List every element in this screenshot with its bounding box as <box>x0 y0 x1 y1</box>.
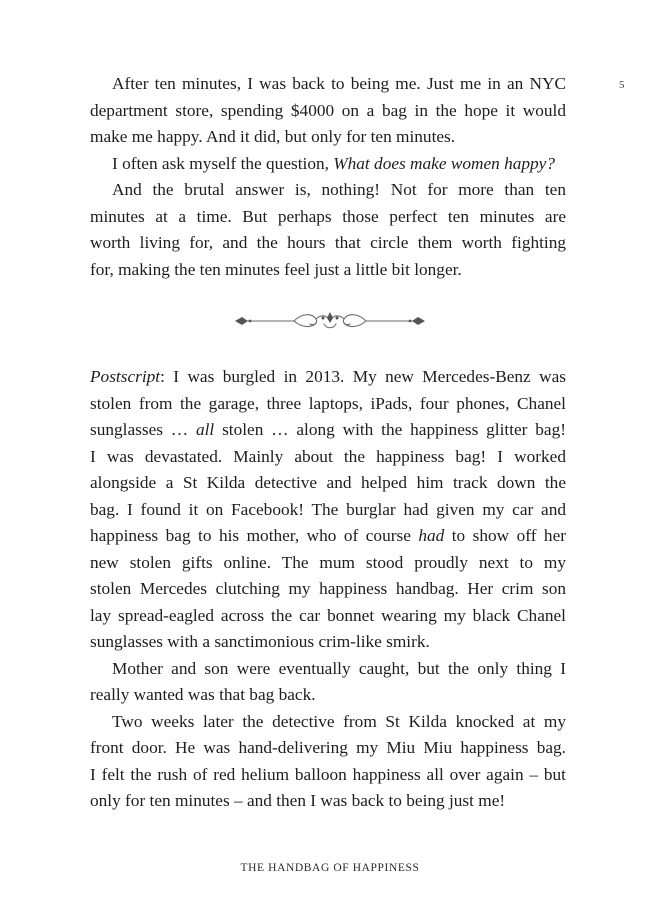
text-line: front door. He was hand-delivering my Miu Miu happiness bag. <box>90 738 566 757</box>
section-postscript <box>90 364 566 815</box>
text-fragment: : I was burgled in 2013. My new Mercedes-Benz was <box>160 367 566 386</box>
text-line: minutes at a time. But perhaps those perfect ten minutes are <box>90 206 566 226</box>
paragraph-question <box>90 151 566 178</box>
text-line: After ten minutes, I was back to being me. Just me in an NYC <box>112 74 566 93</box>
text-line <box>90 523 566 550</box>
text-line: worth living for, and the hours that circle them worth fighting <box>90 233 566 252</box>
paragraph-back-to-being-me <box>90 71 566 151</box>
emphasis-had: had <box>418 526 445 545</box>
question-lead: I often ask myself the question, <box>112 153 334 173</box>
text-line <box>90 364 566 391</box>
paragraph-two-weeks-later <box>90 709 566 815</box>
question-italic: What does make women happy? <box>333 153 555 173</box>
text-line: for, making the ten minutes feel just a little bit longer. <box>90 259 462 279</box>
text-fragment: happiness bag to his mother, who of course <box>90 526 419 545</box>
paragraph-postscript <box>90 364 566 656</box>
paragraph-mother-and-son <box>90 656 566 709</box>
text-line: really wanted was that bag back. <box>90 685 316 704</box>
text-line: department store, spending $4000 on a bag in the hope it would <box>90 100 566 120</box>
paragraph-brutal-answer <box>90 177 566 283</box>
text-line: stolen from the garage, three laptops, iPads, four phones, Chanel <box>90 393 566 413</box>
text-line: And the brutal answer is, nothing! Not for more than ten <box>112 180 566 199</box>
text-line <box>90 417 566 444</box>
text-line: new stolen gifts online. The mum stood proudly next to my <box>90 552 566 572</box>
section-opening <box>90 71 566 283</box>
text-line <box>90 151 566 178</box>
emphasis-all: all <box>195 420 215 439</box>
text-line: make me happy. And it did, but only for ten minutes. <box>90 127 456 146</box>
text-fragment: sunglasses … <box>90 420 196 439</box>
text-line: alongside a St Kilda detective and helped him track down the <box>90 473 566 492</box>
text-line: I felt the rush of red helium balloon happiness all over again – but <box>90 764 566 784</box>
text-line: Mother and son were eventually caught, but the only thing I <box>112 658 566 678</box>
text-line: I was devastated. Mainly about the happiness bag! I worked <box>90 446 566 466</box>
running-footer: THE HANDBAG OF HAPPINESS <box>240 862 420 874</box>
text-line: sunglasses with a sanctimonious crim-like smirk. <box>90 632 430 651</box>
text-line: bag. I found it on Facebook! The burglar had given my car and <box>90 499 566 519</box>
page-number: 5 <box>619 79 625 91</box>
text-fragment: stolen … along with the happiness glitter bag! <box>214 420 567 439</box>
text-line: lay spread-eagled across the car bonnet wearing my black Chanel <box>90 605 566 625</box>
text-line: Two weeks later the detective from St Kilda knocked at my <box>112 711 566 731</box>
text-fragment: to show off her <box>444 526 566 545</box>
text-line: only for ten minutes – and then I was back to being just me! <box>90 791 506 810</box>
text-line: stolen Mercedes clutching my happiness handbag. Her crim son <box>90 579 566 598</box>
postscript-label: Postscript <box>90 367 161 386</box>
section-divider-ornament <box>232 309 428 333</box>
